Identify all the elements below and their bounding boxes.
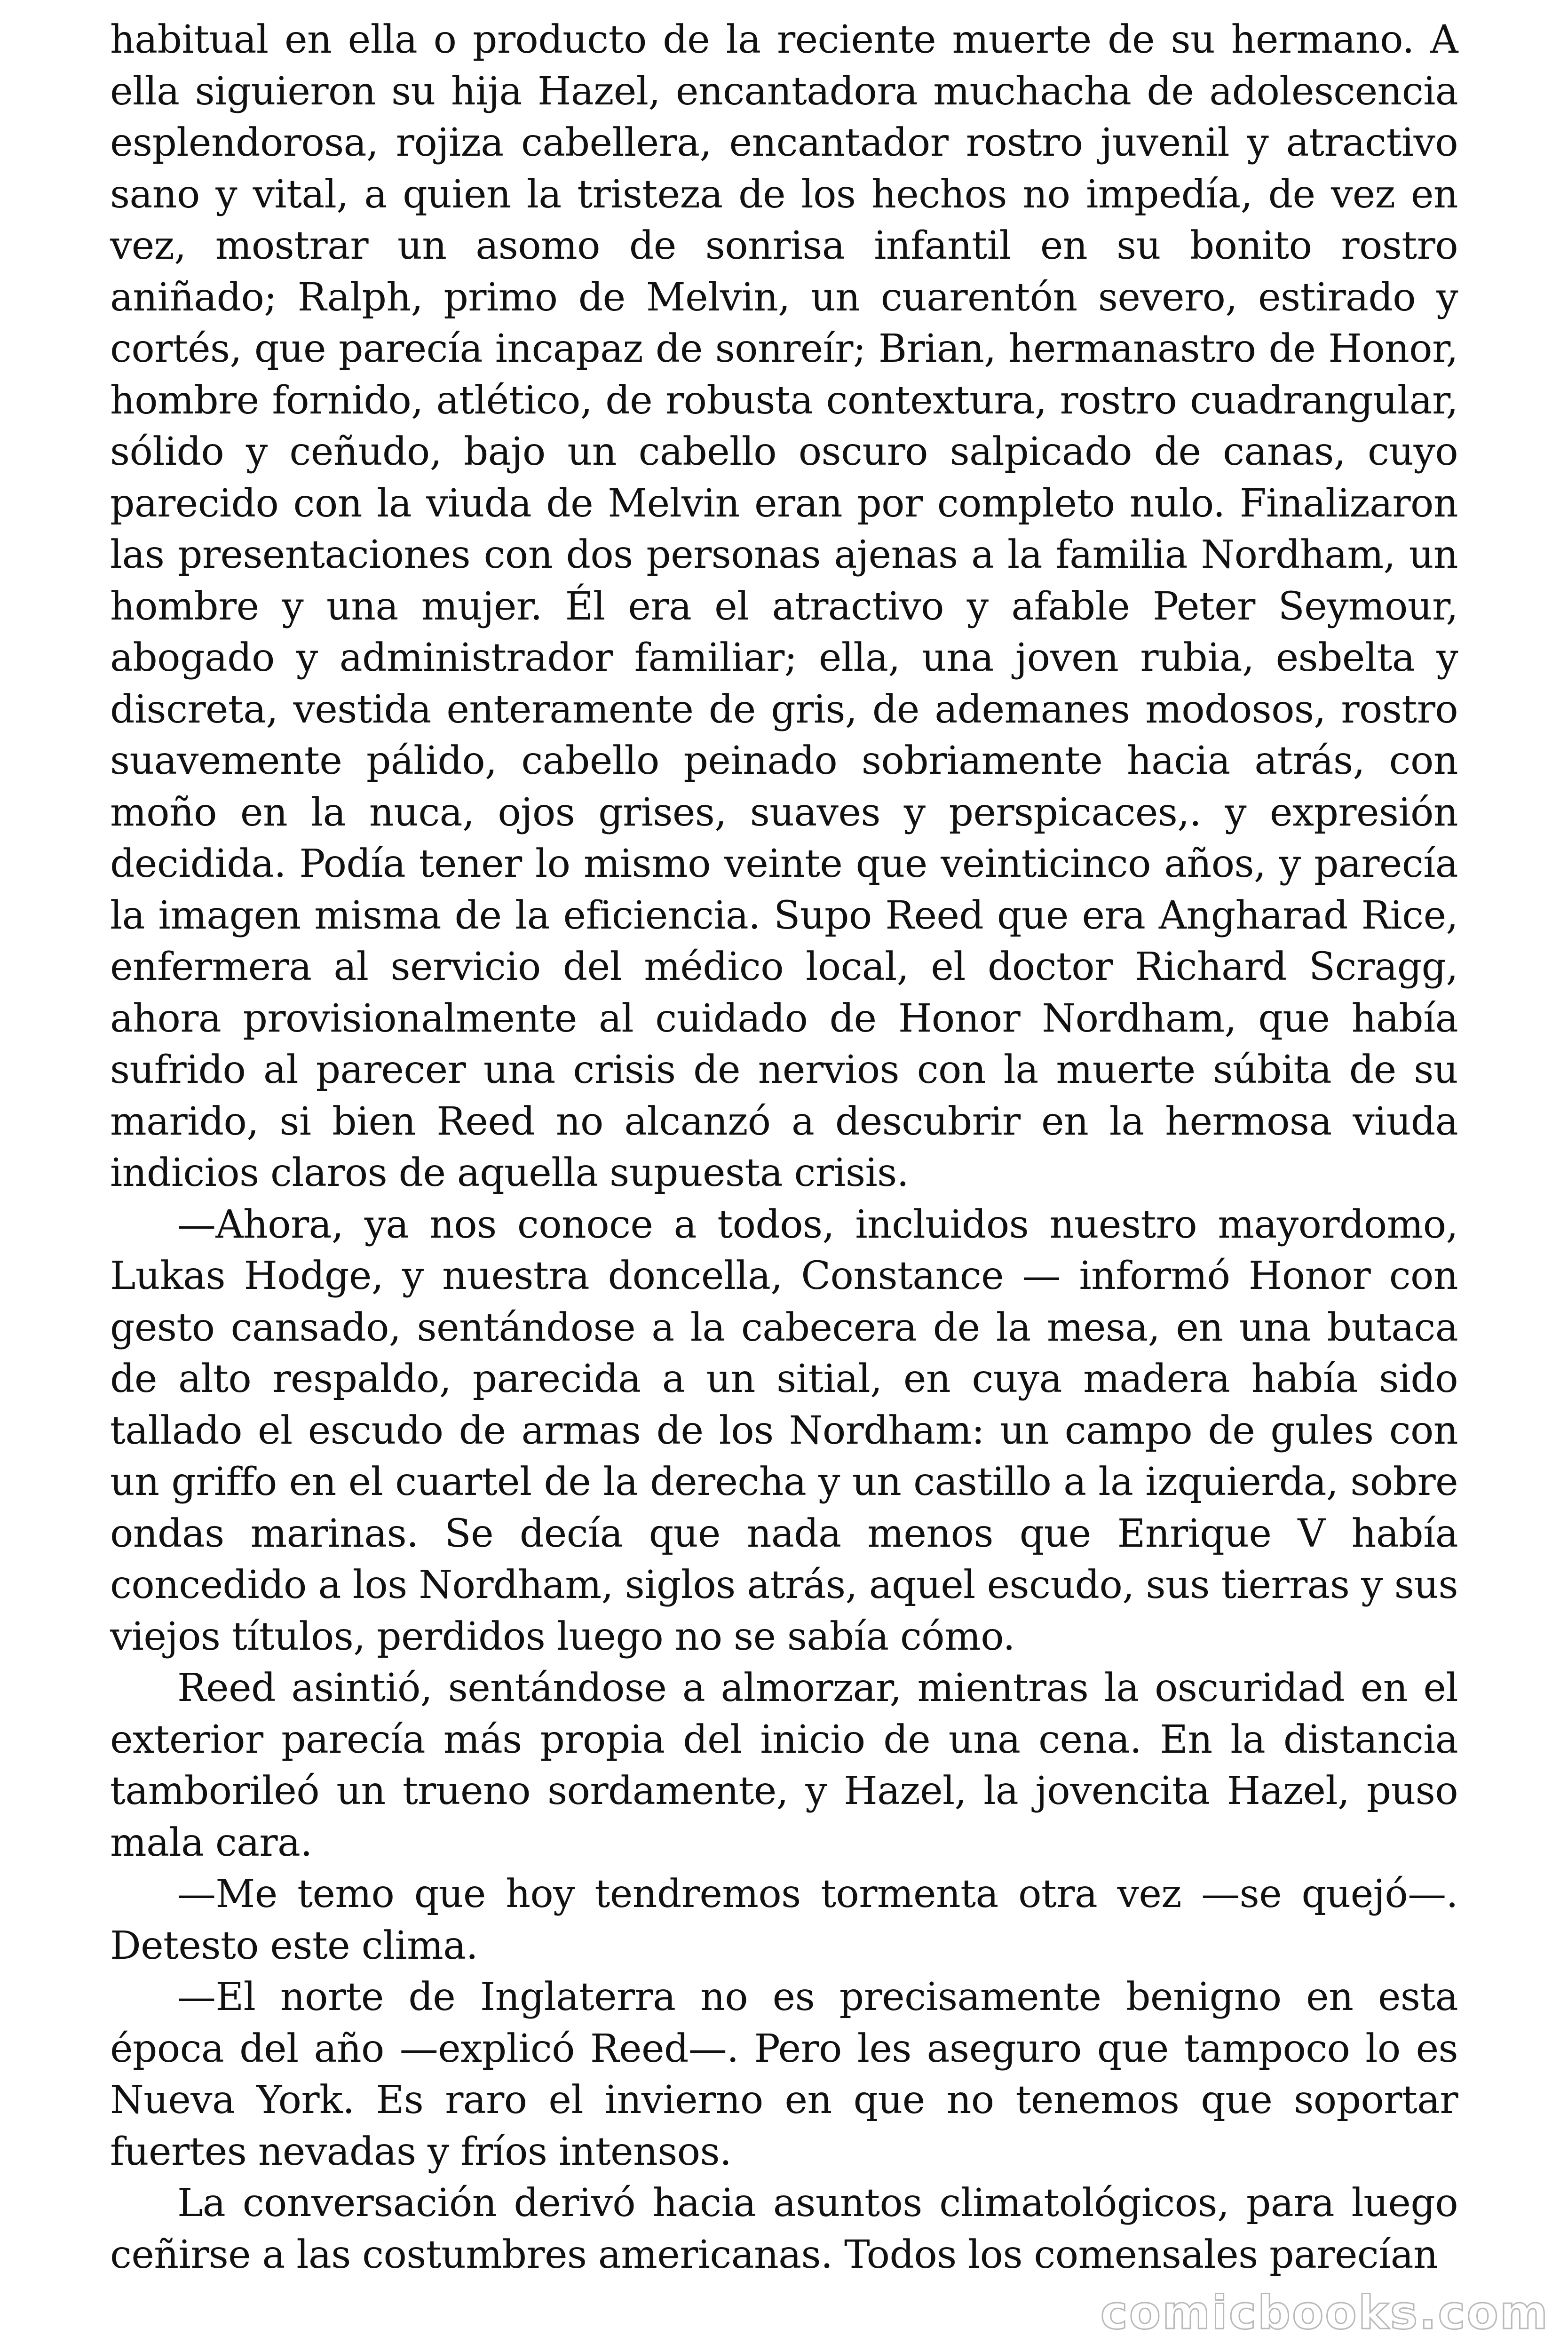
page-text: [110, 14, 1458, 2280]
paragraph-6: La conversación derivó hacia asuntos climatológicos, para luego ceñirse a las costumbres americanas. Todos los comensales parecían: [110, 2181, 1458, 2277]
paragraph-1: habitual en ella o producto de la reciente muerte de su hermano. A ella siguieron su hija Hazel, encantadora muchacha de adolescencia esplendorosa, rojiza cabellera, encantador rostro juvenil y atractivo sano y vital, a quien la tristeza de los hechos no impedía, de vez en vez, mostrar un asomo de sonrisa infantil en su bonito rostro aniñado; Ralph, primo de Melvin, un cuarentón severo, estirado y cortés, que parecía incapaz de sonreír; Brian, hermanastro de Honor, hombre fornido, atlético, de robusta contextura, rostro cuadrangular, sólido y ceñudo, bajo un cabello oscuro salpicado de canas, cuyo parecido con la viuda de Melvin eran por completo nulo. Finalizaron las presentaciones con dos personas ajenas a la familia Nordham, un hombre y una mujer. Él era el atractivo y afable Peter Seymour, abogado y administrador familiar; ella, una joven rubia, esbelta y discreta, vestida enteramente de gris, de ademanes modosos, rostro suavemente pálido, cabello peinado sobriamente hacia atrás, con moño en la nuca, ojos grises, suaves y perspicaces,. y expresión decidida. Podía tener lo mismo veinte que veinticinco años, y parecía la imagen misma de la eficiencia. Supo Reed que era Angharad Rice, enfermera al servicio del médico local, el doctor Richard Scragg, ahora provisionalmente al cuidado de Honor Nordham, que había sufrido al parecer una crisis de nervios con la muerte súbita de su marido, si bien Reed no alcanzó a descubrir en la hermosa viuda indicios claros de aquella supuesta crisis.: [110, 17, 1458, 1195]
watermark: comicbooks.com: [1100, 2286, 1549, 2340]
paragraph-5: —El norte de Inglaterra no es precisamente benigno en esta época del año —explicó Reed—. Pero les aseguro que tampoco lo es Nueva York. Es raro el invierno en que no tenemos que soportar fuertes nevadas y fríos intensos.: [110, 1975, 1458, 2174]
paragraph-3: Reed asintió, sentándose a almorzar, mientras la oscuridad en el exterior parecía más propia del inicio de una cena. En la distancia tamborileó un trueno sordamente, y Hazel, la jovencita Hazel, puso mala cara.: [110, 1666, 1458, 1865]
paragraph-2: —Ahora, ya nos conoce a todos, incluidos nuestro mayordomo, Lukas Hodge, y nuestra doncella, Constance — informó Honor con gesto cansado, sentándose a la cabecera de la mesa, en una butaca de alto respaldo, parecida a un sitial, en cuya madera había sido tallado el escudo de armas de los Nordham: un campo de gules con un griffo en el cuartel de la derecha y un castillo a la izquierda, sobre ondas marinas. Se decía que nada menos que Enrique V había concedido a los Nordham, siglos atrás, aquel escudo, sus tierras y sus viejos títulos, perdidos luego no se sabía cómo.: [110, 1202, 1458, 1659]
paragraph-4: —Me temo que hoy tendremos tormenta otra vez —se quejó—. Detesto este clima.: [110, 1872, 1458, 1968]
